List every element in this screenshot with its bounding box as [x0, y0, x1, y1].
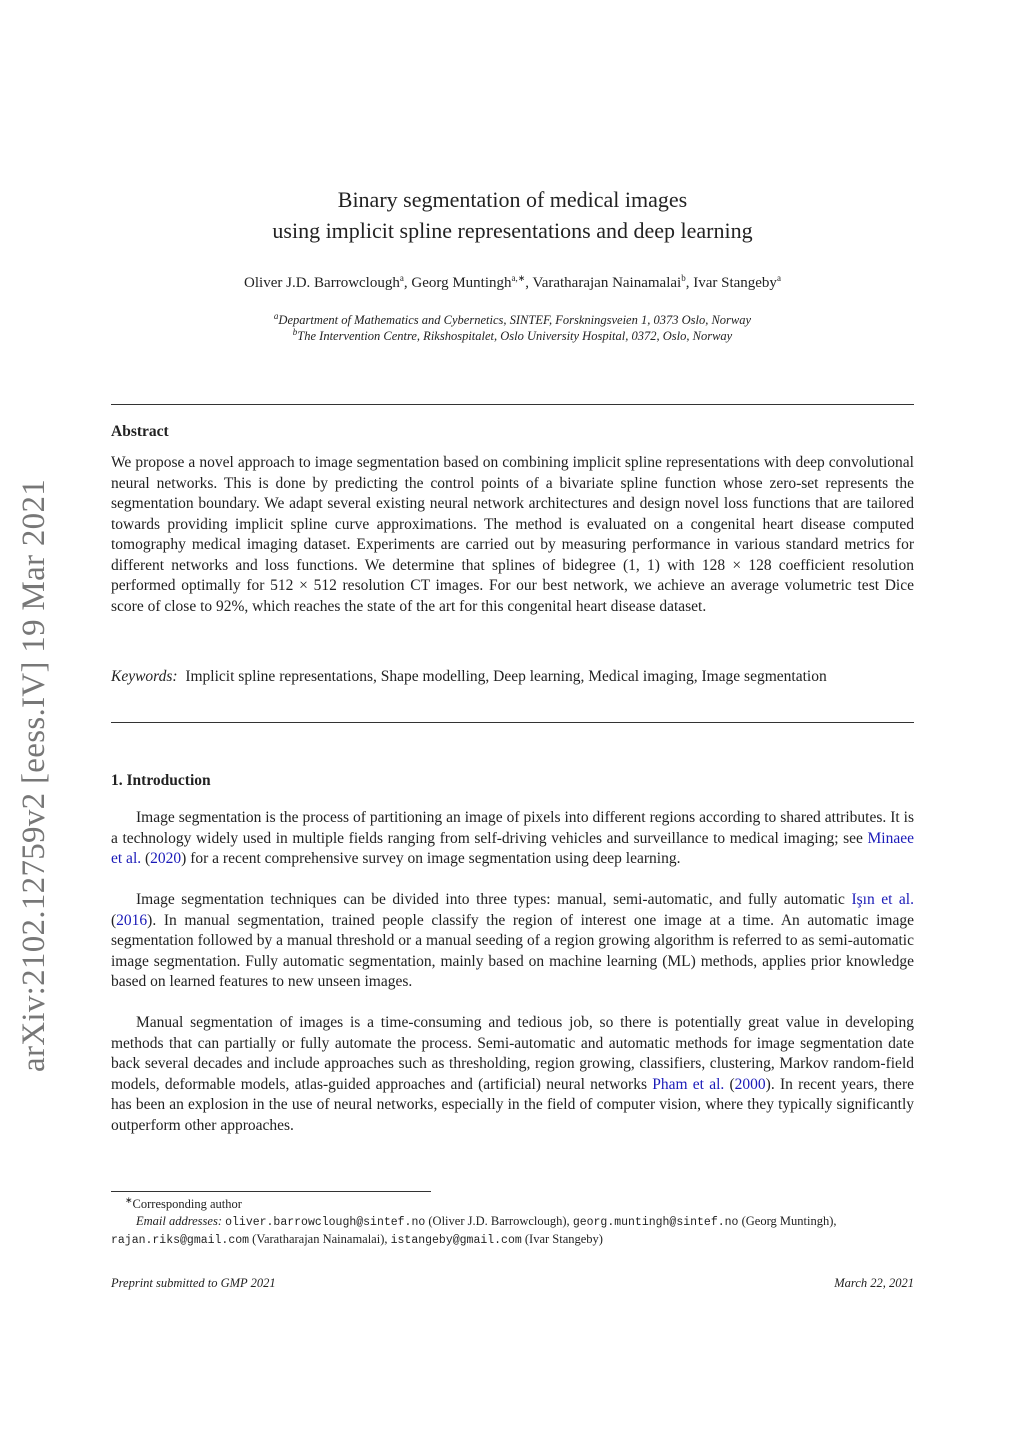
footnote-star: ∗: [125, 1194, 133, 1205]
abstract-heading: Abstract: [111, 423, 169, 440]
section-heading-introduction: 1. Introduction: [111, 772, 211, 789]
p3-text: Manual segmentation of images is a time-consuming and tedious job, so there is potentially great value in developing methods that can partially or fully automate the process. Semi-automatic and automatic methods for image segmentation date back several decades and include approaches such as thresholding, region growing, classifiers, clustering, Markov random-field models, deformable models, atlas-guided approaches and (artificial) neural networks: [111, 1014, 914, 1093]
affiliation-a: [111, 312, 914, 328]
email-barrowclough[interactable]: oliver.barrowclough@sintef.no: [225, 1216, 426, 1229]
email-name-1: (Oliver J.D. Barrowclough),: [425, 1214, 573, 1228]
footnote-corresponding-text: Corresponding author: [132, 1197, 242, 1211]
keywords-label: Keywords:: [111, 668, 178, 685]
footnote-emails: [111, 1213, 914, 1249]
page-footer: [111, 1276, 914, 1291]
abstract-top-rule: [111, 404, 914, 405]
footer-date: March 22, 2021: [834, 1276, 914, 1290]
footnote-corresponding: [111, 1196, 928, 1213]
p2-text-end: ). In manual segmentation, trained people classify the region of interest one image at a time. An automatic image segmentation followed by a manual threshold or a manual seeding of a region growing algorithm is referred to as semi-automatic image segmentation. Fully automatic segmentation, mainly based on machine learning (ML) methods, applies prior knowledge based on learned features to new unseen images.: [111, 911, 914, 990]
title-line-2: using implicit spline representations and deep learning: [272, 218, 753, 243]
intro-paragraph-2: [111, 890, 914, 993]
footer-preprint: Preprint submitted to GMP 2021: [111, 1276, 276, 1290]
p3-text-end: ). In recent years, there has been an explosion in the use of neural networks, especially in the field of computer vision, where they typically significantly outperform other approaches.: [111, 1075, 914, 1134]
p1-paren: (: [141, 850, 151, 867]
abstract-text: We propose a novel approach to image segmentation based on combining implicit spline representations with deep convolutional neural networks. This is done by predicting the control points of a bivariate spline function whose zero-set represents the segmentation boundary. We adapt several existing neural network architectures and design novel loss functions that are tailored towards providing implicit spline curve approximations. The method is evaluated on a congenital heart disease computed tomography medical imaging dataset. Experiments are carried out by measuring performance in various standard metrics for different networks and loss functions. We determine that splines of bidegree (1, 1) with 128 × 128 coefficient resolution performed optimally for 512 × 512 resolution CT images. For our best network, we achieve an average volumetric test Dice score of close to 92%, which reaches the state of the art for this congenital heart disease dataset.: [111, 454, 914, 615]
intro-paragraph-1: [111, 808, 914, 870]
affiliations: [111, 312, 914, 344]
affiliation-a-text: Department of Mathematics and Cybernetics, SINTEF, Forskningsveien 1, 0373 Oslo, Norway: [278, 313, 752, 327]
email-stangeby[interactable]: istangeby@gmail.com: [390, 1234, 522, 1247]
author-3: Varatharajan Nainamalai: [532, 275, 682, 291]
author-4: Ivar Stangeby: [693, 275, 777, 291]
p2-text: Image segmentation techniques can be divided into three types: manual, semi-automatic, and fully automatic: [136, 891, 852, 908]
intro-paragraph-3: [111, 1013, 914, 1136]
title-line-1: Binary segmentation of medical images: [337, 187, 688, 212]
p1-text-end: ) for a recent comprehensive survey on image segmentation using deep learning.: [181, 850, 681, 867]
email-name-3: (Varatharajan Nainamalai),: [249, 1232, 391, 1246]
author-1-sup: a: [399, 273, 404, 283]
affiliation-b: [111, 328, 914, 344]
arxiv-identifier: arXiv:2102.12759v2 [eess.IV] 19 Mar 2021: [16, 478, 52, 1072]
author-4-sup: a: [776, 273, 781, 283]
keywords-text: Implicit spline representations, Shape modelling, Deep learning, Medical imaging, Image segmentation: [185, 668, 827, 685]
citation-isin[interactable]: Işın et al.: [851, 891, 914, 908]
author-list: Oliver J.D. Barrowclough$^a$, Georg Muntingh$^{a,∗}$, Varatharajan Nainamalai$^b$, Ivar Stangeby$^a$: [244, 273, 781, 291]
citation-minaee[interactable]: Minaee et al.: [111, 829, 914, 867]
p2-paren: (: [111, 911, 117, 929]
author-2: Georg Muntingh: [411, 275, 512, 291]
paper-title: [111, 184, 914, 246]
abstract-bottom-rule: [111, 722, 914, 723]
email-label: Email addresses:: [136, 1214, 222, 1228]
author-2-sup: a,∗: [511, 273, 526, 283]
email-muntingh[interactable]: georg.muntingh@sintef.no: [572, 1216, 739, 1229]
author-3-sup: b: [681, 273, 686, 283]
keywords: [111, 667, 914, 688]
affiliation-b-text: The Intervention Centre, Rikshospitalet, Oslo University Hospital, 0372, Oslo, Norway: [297, 329, 733, 343]
p3-paren: (: [724, 1075, 735, 1093]
email-name-4: (Ivar Stangeby): [521, 1232, 603, 1246]
email-nainamalai[interactable]: rajan.riks@gmail.com: [111, 1234, 250, 1247]
author-1: Oliver J.D. Barrowclough: [244, 275, 400, 291]
citation-pham-year[interactable]: 2000: [734, 1075, 766, 1093]
email-name-2: (Georg Muntingh),: [738, 1214, 837, 1228]
affiliation-b-sup: b: [292, 326, 298, 337]
affiliation-a-sup: a: [273, 310, 279, 321]
citation-pham[interactable]: Pham et al.: [652, 1075, 725, 1093]
footnote-rule: [111, 1191, 431, 1192]
citation-isin-year[interactable]: 2016: [116, 911, 148, 929]
citation-minaee-year[interactable]: 2020: [150, 850, 182, 867]
p1-text: Image segmentation is the process of partitioning an image of pixels into different regions according to shared attributes. It is a technology widely used in multiple fields ranging from self-driving vehicles and surveillance to medical imaging; see: [111, 809, 914, 847]
